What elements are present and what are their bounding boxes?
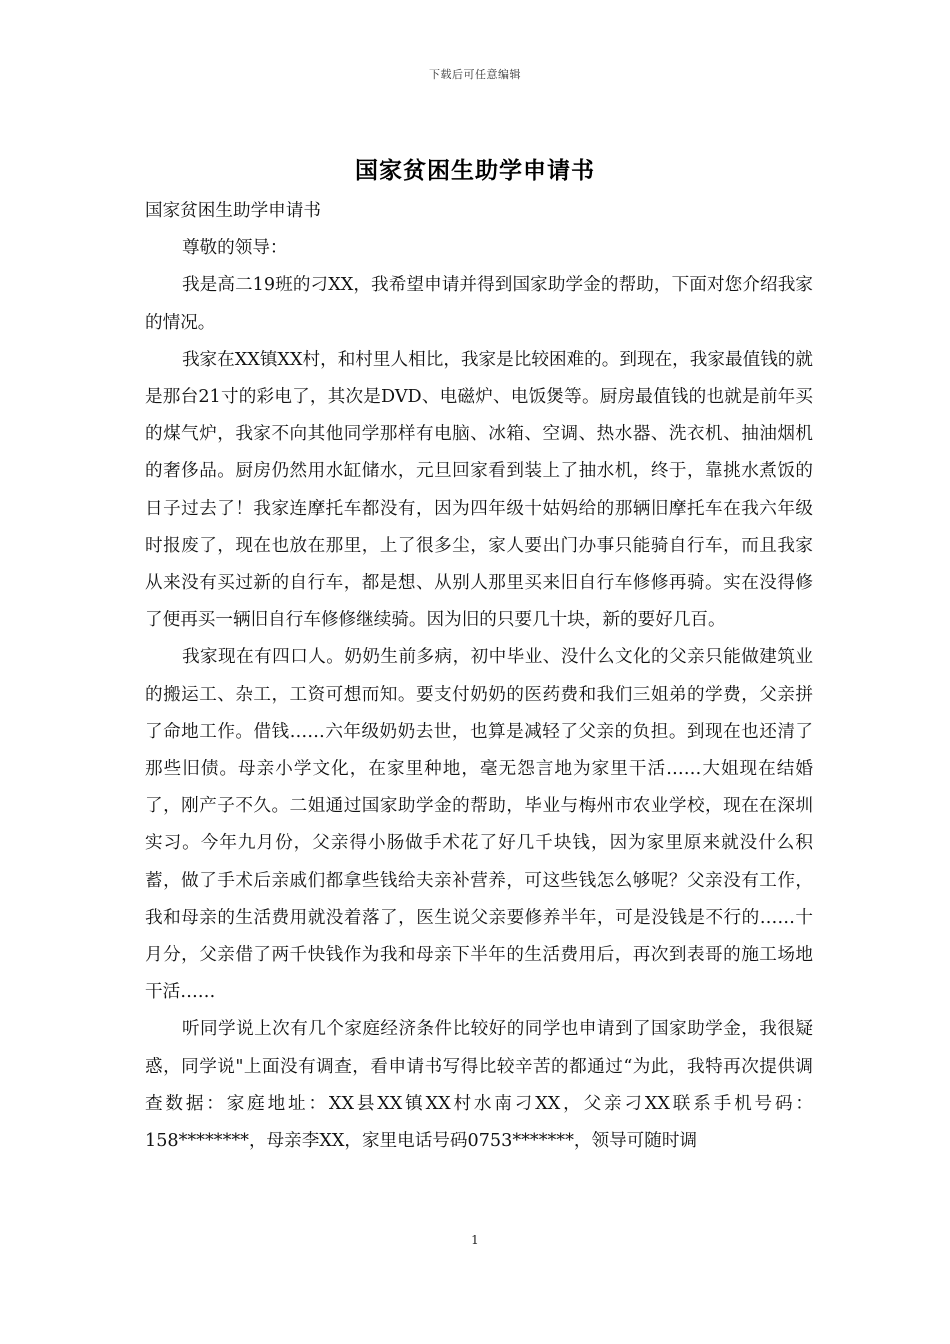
- header-note: 下载后可任意编辑: [429, 68, 521, 81]
- page-number: 1: [471, 1233, 479, 1247]
- subtitle-line: 国家贫困生助学申请书: [145, 201, 321, 221]
- salutation: 尊敬的领导：: [181, 238, 288, 259]
- document-title: 国家贫困生助学申请书: [355, 157, 595, 184]
- paragraph-home-conditions: 我家在XX镇XX村，和村里人相比，我家是比较困难的。到现在，我家最值钱的就是那台21寸的彩电了，其次是DVD、电磁炉、电饭煲等。厨房最值钱的也就是前年买的煤气炉，我家不向其他同学那样有电脑、冰箱、空调、热水器、洗衣机、抽油烟机的奢侈品。厨房仍然用水缸储水，元旦回家看到装上了抽水机，终于，靠挑水煮饭的日子过去了！我家连摩托车都没有，因为四年级十姑妈给的那辆旧摩托车在我六年级时报废了，现在也放在那里，上了很多尘，家人要出门办事只能骑自行车，而且我家从来没有买过新的自行车，都是想、从别人那里买来旧自行车修修再骑。实在没得修了便再买一辆旧自行车修修继续骑。因为旧的只要几十块，新的要好几百。: [145, 349, 813, 631]
- paragraph-intro: 我是高二19班的刁XX，我希望申请并得到国家助学金的帮助，下面对您介绍我家的情况。: [145, 275, 813, 333]
- document-body: [145, 193, 813, 1160]
- paragraph-family-situation: 我家现在有四口人。奶奶生前多病，初中毕业、没什么文化的父亲只能做建筑业的搬运工、杂工，工资可想而知。要支付奶奶的医药费和我们三姐弟的学费，父亲拼了命地工作。借钱……六年级奶奶去世，也算是减轻了父亲的负担。到现在也还清了那些旧债。母亲小学文化，在家里种地，毫无怨言地为家里干活……大姐现在结婚了，刚产子不久。二姐通过国家助学金的帮助，毕业与梅州市农业学校，现在在深圳实习。今年九月份，父亲得小肠做手术花了好几千块钱，因为家里原来就没什么积蓄，做了手术后亲戚们都拿些钱给夫亲补营养，可这些钱怎么够呢？父亲没有工作，我和母亲的生活费用就没着落了，医生说父亲要修养半年，可是没钱是不行的……十月分，父亲借了两千快钱作为我和母亲下半年的生活费用后，再次到表哥的施工场地干活……: [145, 647, 813, 1003]
- paragraph-contact-info: 听同学说上次有几个家庭经济条件比较好的同学也申请到了国家助学金，我很疑惑，同学说"上面没有调查，看申请书写得比较辛苦的都通过“为此，我特再次提供调查数据：家庭地址：XX县XX镇XX村水南刁XX，父亲刁XX联系手机号码：158********，母亲李XX，家里电话号码0753*******，领导可随时调: [145, 1019, 813, 1152]
